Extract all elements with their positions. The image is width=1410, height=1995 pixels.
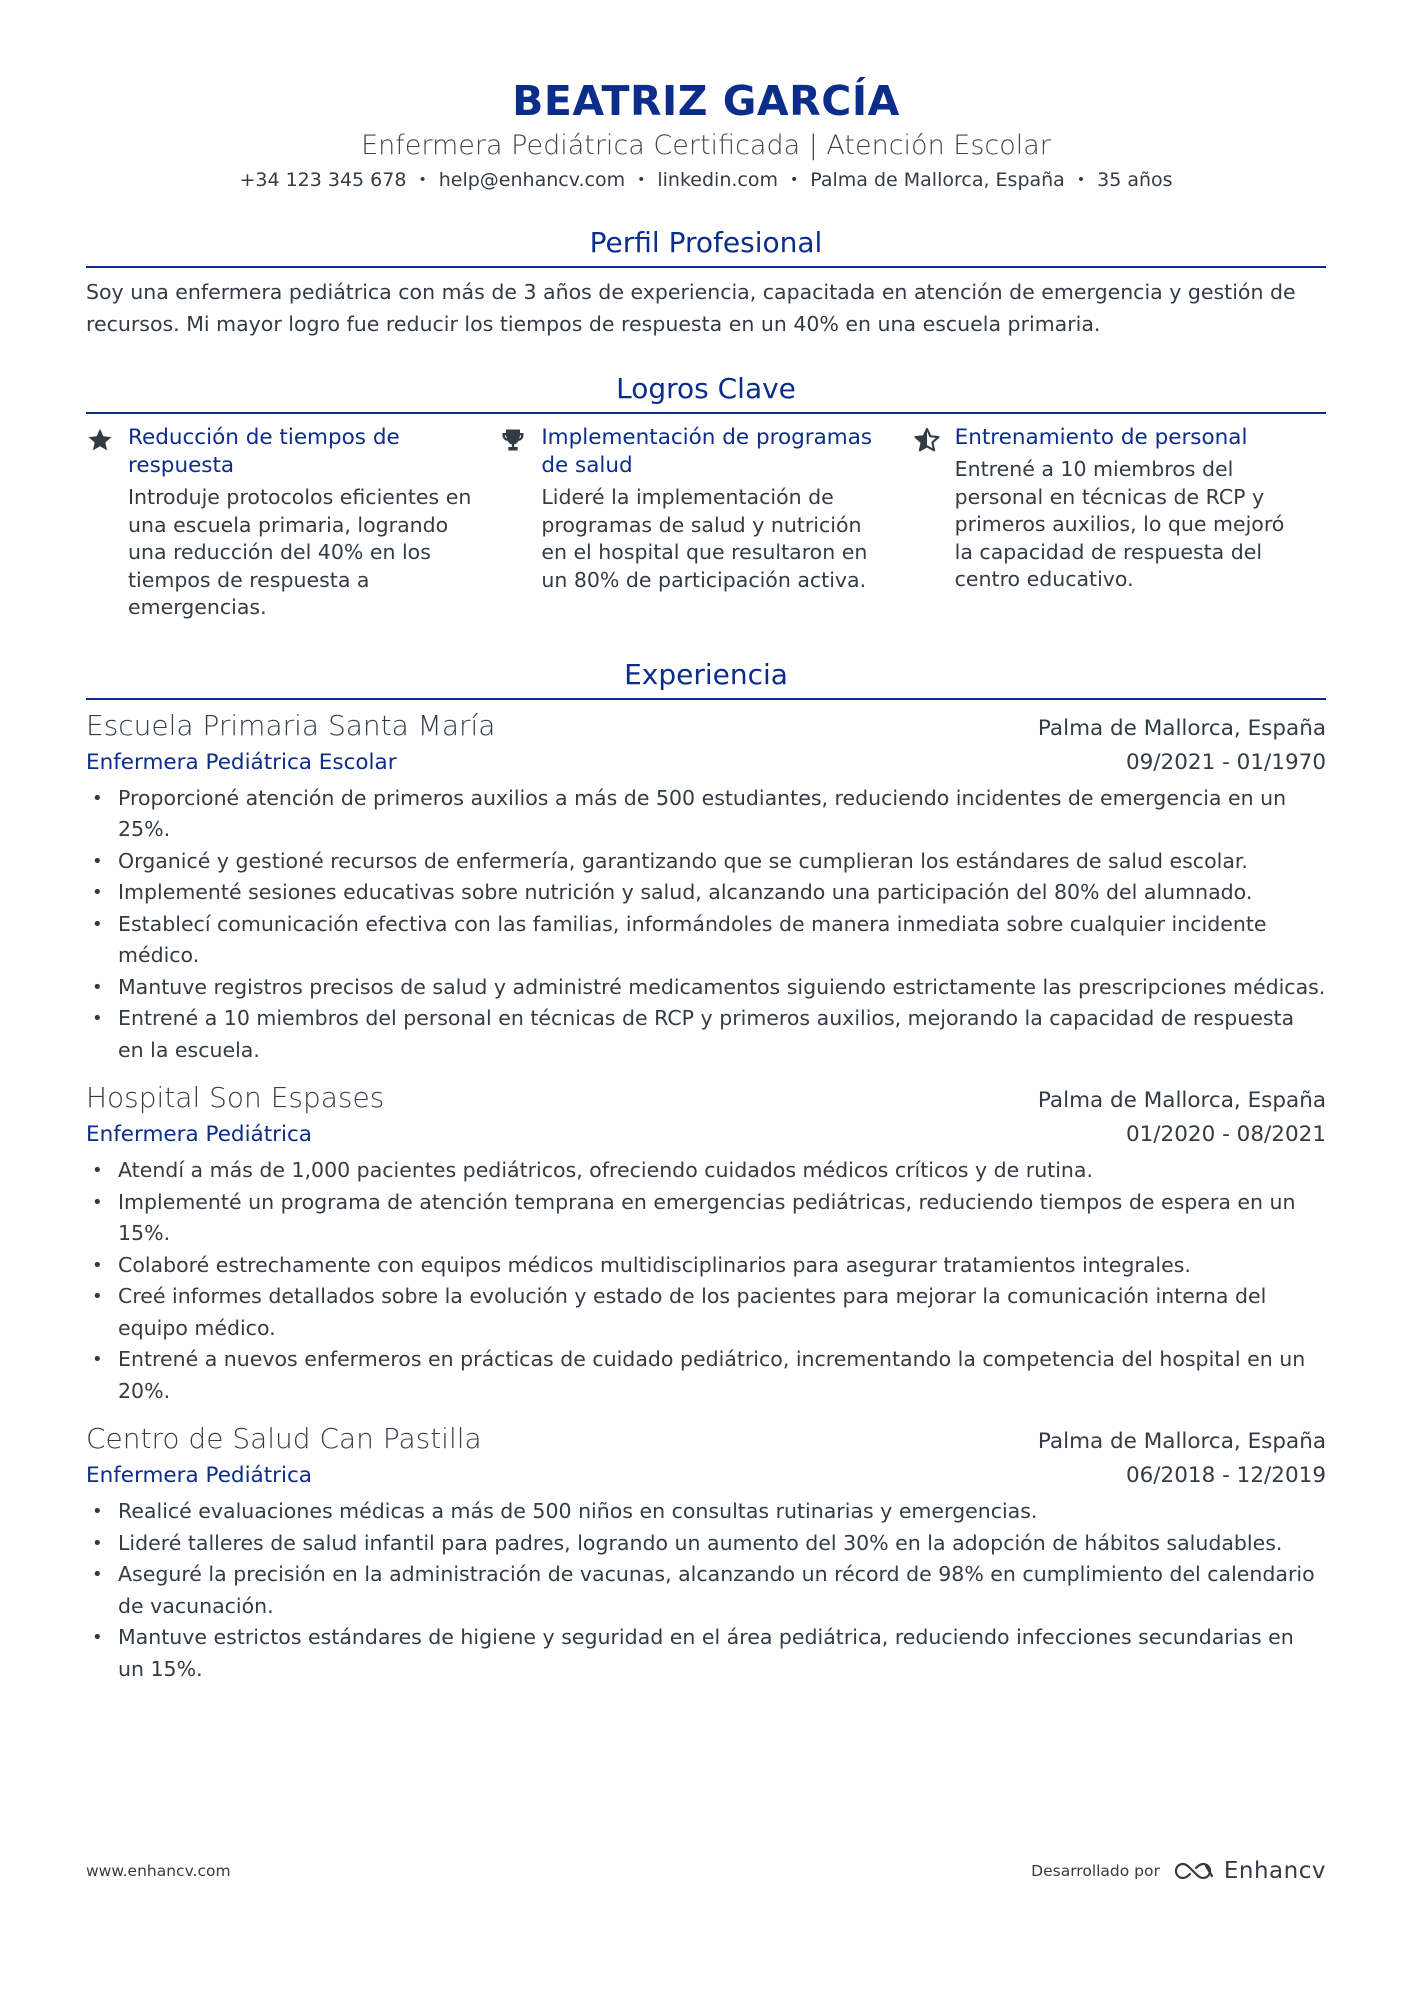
job-bullet: • Mantuve registros precisos de salud y administré medicamentos siguiendo estrictamente las prescripciones médicas. (86, 972, 1326, 1004)
job-dates: 01/2020 - 08/2021 (1125, 1122, 1326, 1147)
summary-text: Soy una enfermera pediátrica con más de 3 años de experiencia, capacitada en atención de emergencia y gestión de recursos. Mi mayor logro fue reducir los tiempos de respuesta en un 40% en una escuela primaria. (86, 280, 1296, 336)
job-bullet: • Entrené a nuevos enfermeros en prácticas de cuidado pediátrico, incrementando la competencia del hospital en un 20%. (86, 1344, 1326, 1407)
footer-website[interactable]: www.enhancv.com (86, 1862, 231, 1880)
summary-section (86, 224, 1326, 340)
contact-linkedin[interactable]: linkedin.com (657, 169, 778, 191)
achievement-description: Lideré la implementación de programas de salud y nutrición en el hospital que resultaron en un 80% de participación activa. (541, 485, 868, 592)
job-bullet: • Realicé evaluaciones médicas a más de 500 niños en consultas rutinarias y emergencias. (86, 1496, 1326, 1528)
job-bullets (86, 1496, 1326, 1685)
job-bullet: • Creé informes detallados sobre la evolución y estado de los pacientes para mejorar la comunicación interna del equipo médico. (86, 1281, 1326, 1344)
achievements-title: Logros Clave (86, 370, 1326, 414)
contact-separator: • (637, 172, 646, 188)
resume-footer (86, 1858, 1326, 1884)
job-bullet: • Aseguré la precisión en la administración de vacunas, alcanzando un récord de 98% en cumplimiento del calendario de vacunación. (86, 1559, 1326, 1622)
job-bullet: • Establecí comunicación efectiva con las familias, informándoles de manera inmediata sobre cualquier incidente médico. (86, 909, 1326, 972)
star-icon (86, 424, 128, 622)
job-company: Centro de Salud Can Pastilla (86, 1422, 482, 1455)
job-bullet: • Atendí a más de 1,000 pacientes pediátricos, ofreciendo cuidados médicos críticos y de rutina. (86, 1155, 1326, 1187)
achievements-list (86, 424, 1326, 622)
achievement-title: Entrenamiento de personal (954, 425, 1248, 450)
achievement-description: Entrené a 10 miembros del personal en técnicas de RCP y primeros auxilios, lo que mejoró la capacidad de respuesta del centro educativo. (954, 457, 1285, 591)
contact-separator: • (1076, 172, 1086, 188)
contact-separator: • (789, 172, 799, 188)
job-location: Palma de Mallorca, España (1037, 715, 1326, 741)
achievement-title: Implementación de programas de salud (541, 425, 873, 478)
job-company: Hospital Son Espases (86, 1081, 385, 1114)
experience-title: Experiencia (86, 656, 1326, 700)
achievement-description: Introduje protocolos eficientes en una escuela primaria, logrando una reducción del 40% en los tiempos de respuesta a emergencias. (128, 485, 472, 619)
contact-phone: +34 123 345 678 (239, 169, 407, 191)
job-bullets (86, 783, 1326, 1067)
job-location: Palma de Mallorca, España (1037, 1088, 1326, 1113)
footer-brand: Enhancv (1223, 1858, 1326, 1884)
job-bullets (86, 1155, 1326, 1407)
achievement-item (86, 424, 499, 622)
trophy-icon (499, 424, 541, 622)
summary-title: Perfil Profesional (86, 224, 1326, 268)
resume-page (86, 0, 1326, 1995)
job-dates: 09/2021 - 01/1970 (1125, 749, 1326, 775)
job-role: Enfermera Pediátrica (86, 1122, 312, 1147)
job-role: Enfermera Pediátrica (86, 1463, 312, 1488)
achievements-section (86, 370, 1326, 622)
achievement-item (913, 424, 1326, 622)
contact-age: 35 años (1097, 169, 1173, 191)
job-entry (86, 706, 1326, 1067)
contact-line (86, 166, 1326, 194)
enhancv-logo-icon (1172, 1858, 1218, 1884)
job-bullet: • Implementé sesiones educativas sobre nutrición y salud, alcanzando una participación del 80% del alumnado. (86, 877, 1326, 909)
job-location: Palma de Mallorca, España (1037, 1429, 1326, 1454)
achievement-title: Reducción de tiempos de respuesta (128, 425, 400, 478)
half-star-icon (913, 424, 955, 622)
job-company: Escuela Primaria Santa María (86, 708, 496, 742)
job-bullet: • Colaboré estrechamente con equipos médicos multidisciplinarios para asegurar tratamientos integrales. (86, 1250, 1326, 1282)
job-bullet: • Implementé un programa de atención temprana en emergencias pediátricas, reduciendo tiempos de espera en un 15%. (86, 1187, 1326, 1250)
contact-email[interactable]: help@enhancv.com (438, 169, 626, 191)
job-entry (86, 1419, 1326, 1685)
job-bullet: • Proporcioné atención de primeros auxilios a más de 500 estudiantes, reduciendo incidentes de emergencia en un 25%. (86, 783, 1326, 846)
job-dates: 06/2018 - 12/2019 (1125, 1463, 1326, 1488)
job-entry (86, 1078, 1326, 1407)
footer-branding (1031, 1858, 1326, 1884)
footer-powered-by: Desarrollado por (1031, 1862, 1160, 1880)
contact-separator: • (418, 172, 427, 188)
job-bullet: • Lideré talleres de salud infantil para padres, logrando un aumento del 30% en la adopción de hábitos saludables. (86, 1528, 1326, 1560)
job-bullet: • Organicé y gestioné recursos de enfermería, garantizando que se cumplieran los estándares de salud escolar. (86, 846, 1326, 878)
experience-section (86, 656, 1326, 1686)
contact-location: Palma de Mallorca, España (810, 169, 1065, 191)
achievement-item (499, 424, 912, 622)
job-bullet: • Mantuve estrictos estándares de higiene y seguridad en el área pediátrica, reduciendo infecciones secundarias en un 15%. (86, 1622, 1326, 1685)
resume-header (86, 0, 1326, 194)
candidate-headline: Enfermera Pediátrica Certificada | Atención Escolar (361, 130, 1051, 161)
candidate-name: BEATRIZ GARCÍA (512, 77, 900, 125)
job-role: Enfermera Pediátrica Escolar (86, 749, 397, 775)
job-bullet: • Entrené a 10 miembros del personal en técnicas de RCP y primeros auxilios, mejorando la capacidad de respuesta en la escuela. (86, 1003, 1326, 1066)
